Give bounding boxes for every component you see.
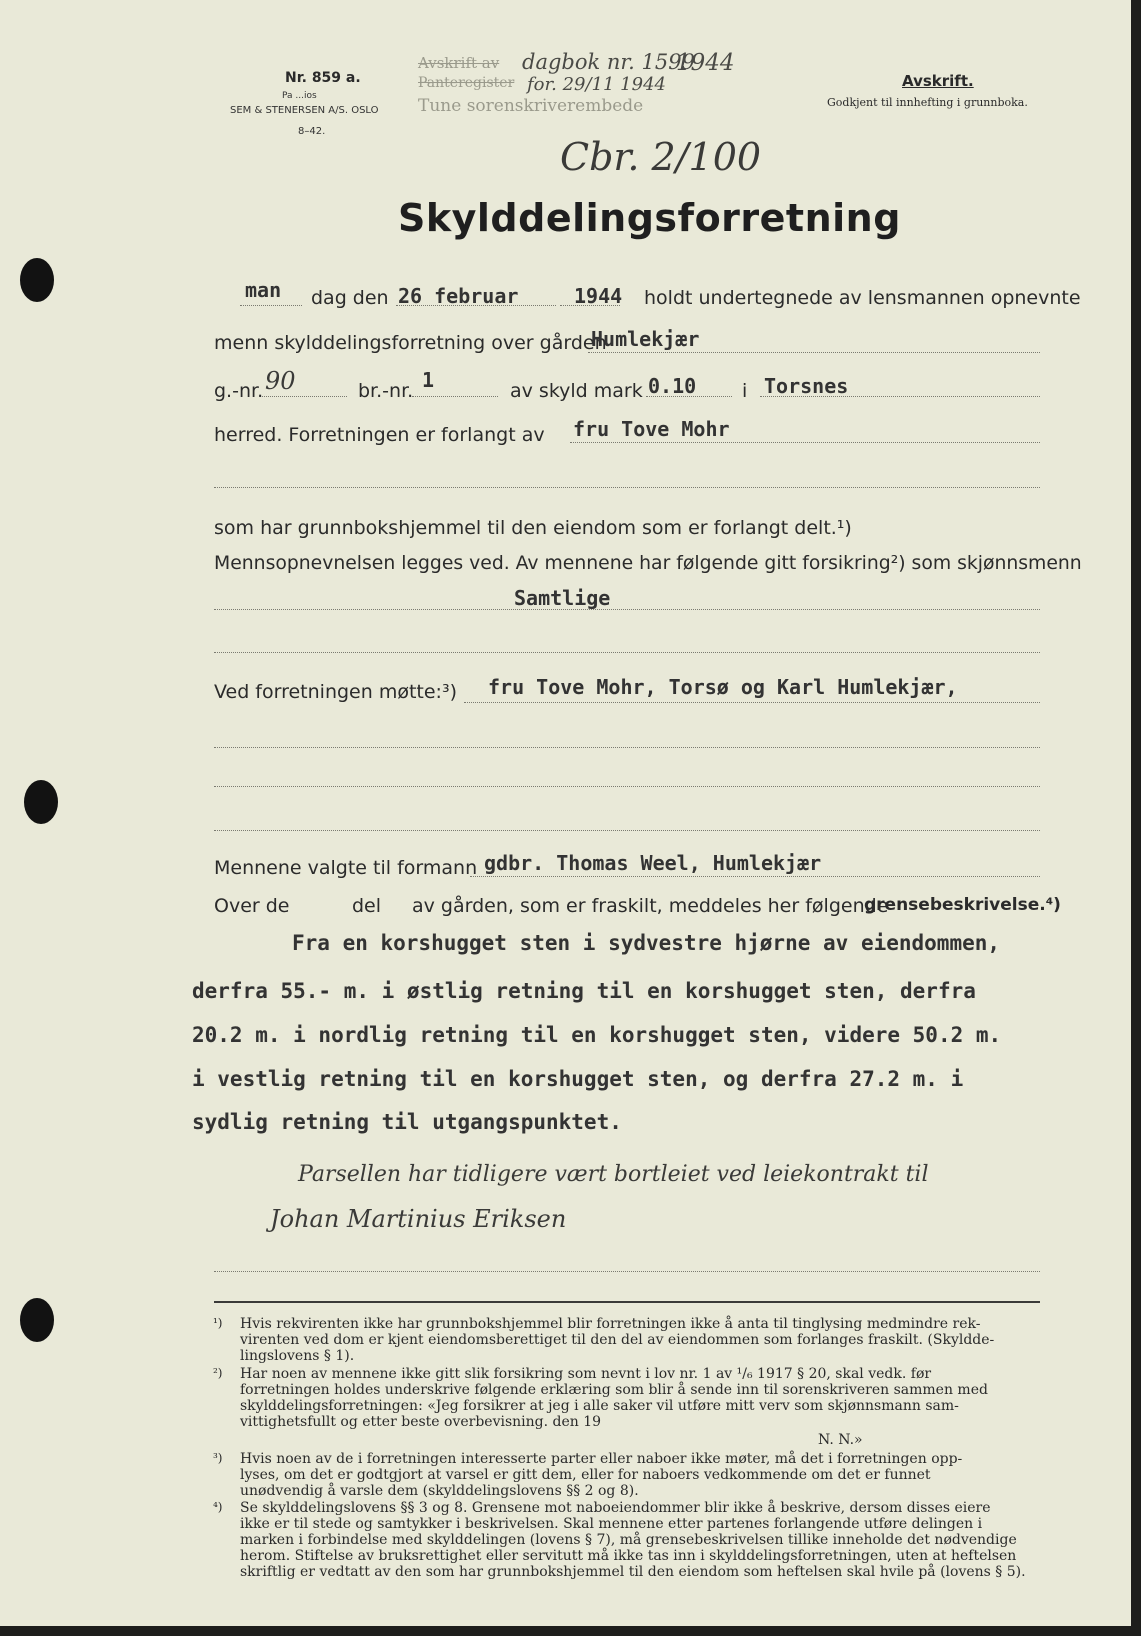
i-label: i (742, 380, 748, 402)
handwritten-note-line-2: Johan Martinius Eriksen (270, 1205, 567, 1233)
description-line-4: i vestlig retning til en korshugget sten, og derfra 27.2 m. i (192, 1067, 964, 1091)
grunnbok-text: som har grunnbokshjemmel til den eiendom som er forlangt delt.¹) (214, 517, 852, 539)
requested-by-value: fru Tove Mohr (573, 417, 730, 441)
formann-value: gdbr. Thomas Weel, Humlekjær (484, 851, 822, 875)
footnote-4-line-3: marken i forbindelse med skylddelingen (lovens § 7), må grensebeskrivelsen tillike inneholde det nødvendige (240, 1532, 1017, 1548)
municipality-value: Torsnes (764, 374, 849, 398)
stamp-panteregister-struck: Panteregister (418, 75, 515, 91)
menns-text: Mennsopnevnelsen legges ved. Av mennene har følgende gitt forsikring²) som skjønnsmenn (214, 553, 1082, 574)
description-line-5: sydlig retning til utgangspunktet. (192, 1110, 622, 1134)
footnote-4-line-1: Se skylddelingslovens §§ 3 og 8. Grensene mot naboeiendommer blir ikke å beskrive, dersom disses eiere (240, 1500, 991, 1516)
stamp-year: 1944 (676, 50, 735, 76)
footnote-3-line-2: lyses, om det er godtgjort at varsel er gitt dem, eller for naboers vedkommende om det er funnet (240, 1467, 931, 1483)
av-garden-text: av gården, som er fraskilt, meddeles her følgende (412, 895, 889, 917)
forsikring-value: Samtlige (514, 586, 611, 610)
godkjent-label: Godkjent til innhefting i grunnboka. (827, 96, 1028, 109)
gnr-value: 90 (265, 367, 296, 395)
gnr-label: g.-nr. (214, 380, 264, 402)
handwritten-note-line-1: Parsellen har tidligere vært bortleiet ved leiekontrakt til (298, 1162, 929, 1187)
formann-label: Mennene valgte til formann (214, 857, 478, 879)
footnote-2-line-2: forretningen holdes underskrive følgende erklæring som blir å sende inn til sorenskriveren sammen med (240, 1382, 988, 1398)
menn-text: menn skylddelingsforretning over gården (214, 332, 607, 354)
stamp-avskrift-struck: Avskrift av (418, 54, 500, 72)
punch-hole-bottom (20, 1298, 54, 1342)
avskrift-label: Avskrift. (902, 72, 974, 90)
year-value: 1944 (574, 284, 623, 308)
brnr-value: 1 (422, 368, 435, 392)
footnote-4-mark: ⁴) (213, 1500, 223, 1514)
farm-name: Humlekjær (591, 327, 700, 351)
footnote-1-mark: ¹) (213, 1316, 223, 1330)
over-de-label: Over de (214, 895, 290, 917)
punch-hole-top (20, 258, 54, 302)
footnote-4-line-2: ikke er til stede og samtykker i beskrivelsen. Skal mennene etter partenes forlangende utføre delingen i (240, 1516, 983, 1532)
footnote-3-mark: ³) (213, 1451, 223, 1465)
description-line-3: 20.2 m. i nordlig retning til en korshugget sten, videre 50.2 m. (192, 1023, 1002, 1047)
footnote-2-line-3: skylddelingsforretningen: «Jeg forsikrer at jeg i alle saker vil utføre mitt verv som skjønnsmann sam- (240, 1398, 959, 1414)
attendees-value: fru Tove Mohr, Torsø og Karl Humlekjær, (488, 675, 958, 699)
weekday-value: man (245, 278, 282, 302)
publisher-line-1: Pa ...ios (282, 91, 317, 101)
footnote-1-line-2: virenten ved dom er kjent eiendomsberettiget til den del av eiendommen som forlanges fraskilt. (Skylddе- (240, 1332, 995, 1348)
footnote-3-line-1: Hvis noen av de i forretningen interesserte parter eller naboer ikke møter, må det i forretningen opp- (240, 1451, 963, 1467)
ved-label: Ved forretningen møtte:³) (214, 681, 457, 703)
skyld-value: 0.10 (648, 374, 697, 398)
footnote-divider (214, 1301, 1040, 1303)
stamp-office: Tune sorenskriverembede (418, 96, 644, 116)
herred-text: herred. Forretningen er forlangt av (214, 424, 545, 446)
footnote-2-signature: N. N.» (818, 1432, 863, 1448)
page-title: Skylddelingsforretning (398, 196, 901, 240)
footnote-4-line-5: skriftlig er vedtatt av den som har grunnbokshjemmel til den eiendom som heftelsen skal hvile på (lovens § 5). (240, 1564, 1026, 1580)
footnote-1-line-3: lingslovens § 1). (240, 1348, 355, 1364)
footnote-2-line-1: Har noen av mennene ikke gitt slik forsikring som nevnt i lov nr. 1 av ¹/₆ 1917 § 20, skal vedk. før (240, 1366, 932, 1382)
stamp-dagbok-number: dagbok nr. 1599 (522, 50, 695, 74)
description-line-1: Fra en korshugget sten i sydvestre hjørne av eiendommen, (292, 931, 1001, 955)
footnote-2-mark: ²) (213, 1366, 223, 1380)
grense-label: grensebeskrivelse.⁴) (864, 895, 1061, 915)
date-value: 26 februar (398, 284, 519, 308)
publisher-line-2: SEM & STENERSEN A/S. OSLO (230, 105, 379, 116)
handwritten-fee: Cbr. 2/100 (560, 135, 762, 179)
footnote-2-line-4: vittighetsfullt og etter beste overbevisning. den 19 (240, 1414, 602, 1430)
stamp-date: for. 29/11 1944 (527, 74, 666, 95)
publisher-line-3: 8–42. (298, 126, 326, 137)
footnote-4-line-4: herom. Stiftelse av bruksrettighet eller servitutt må ikke tas inn i skylddelingsforretningen, uten at heftelsen (240, 1548, 1017, 1564)
dag-den-label: dag den (311, 287, 389, 309)
holdt-text: holdt undertegnede av lensmannen opnevnte (644, 287, 1081, 309)
brnr-label: br.-nr. (358, 380, 414, 402)
skyld-label: av skyld mark (510, 380, 643, 402)
footnote-3-line-3: unødvendig å varsle dem (skylddelingslovens §§ 2 og 8). (240, 1483, 639, 1499)
form-number: Nr. 859 a. (285, 70, 361, 86)
del-label: del (352, 895, 382, 917)
punch-hole-middle (24, 780, 58, 824)
footnote-1-line-1: Hvis rekvirenten ikke har grunnbokshjemmel blir forretningen ikke å anta til tinglysing medmindre rek- (240, 1316, 981, 1332)
description-line-2: derfra 55.- m. i østlig retning til en korshugget sten, derfra (192, 979, 976, 1003)
